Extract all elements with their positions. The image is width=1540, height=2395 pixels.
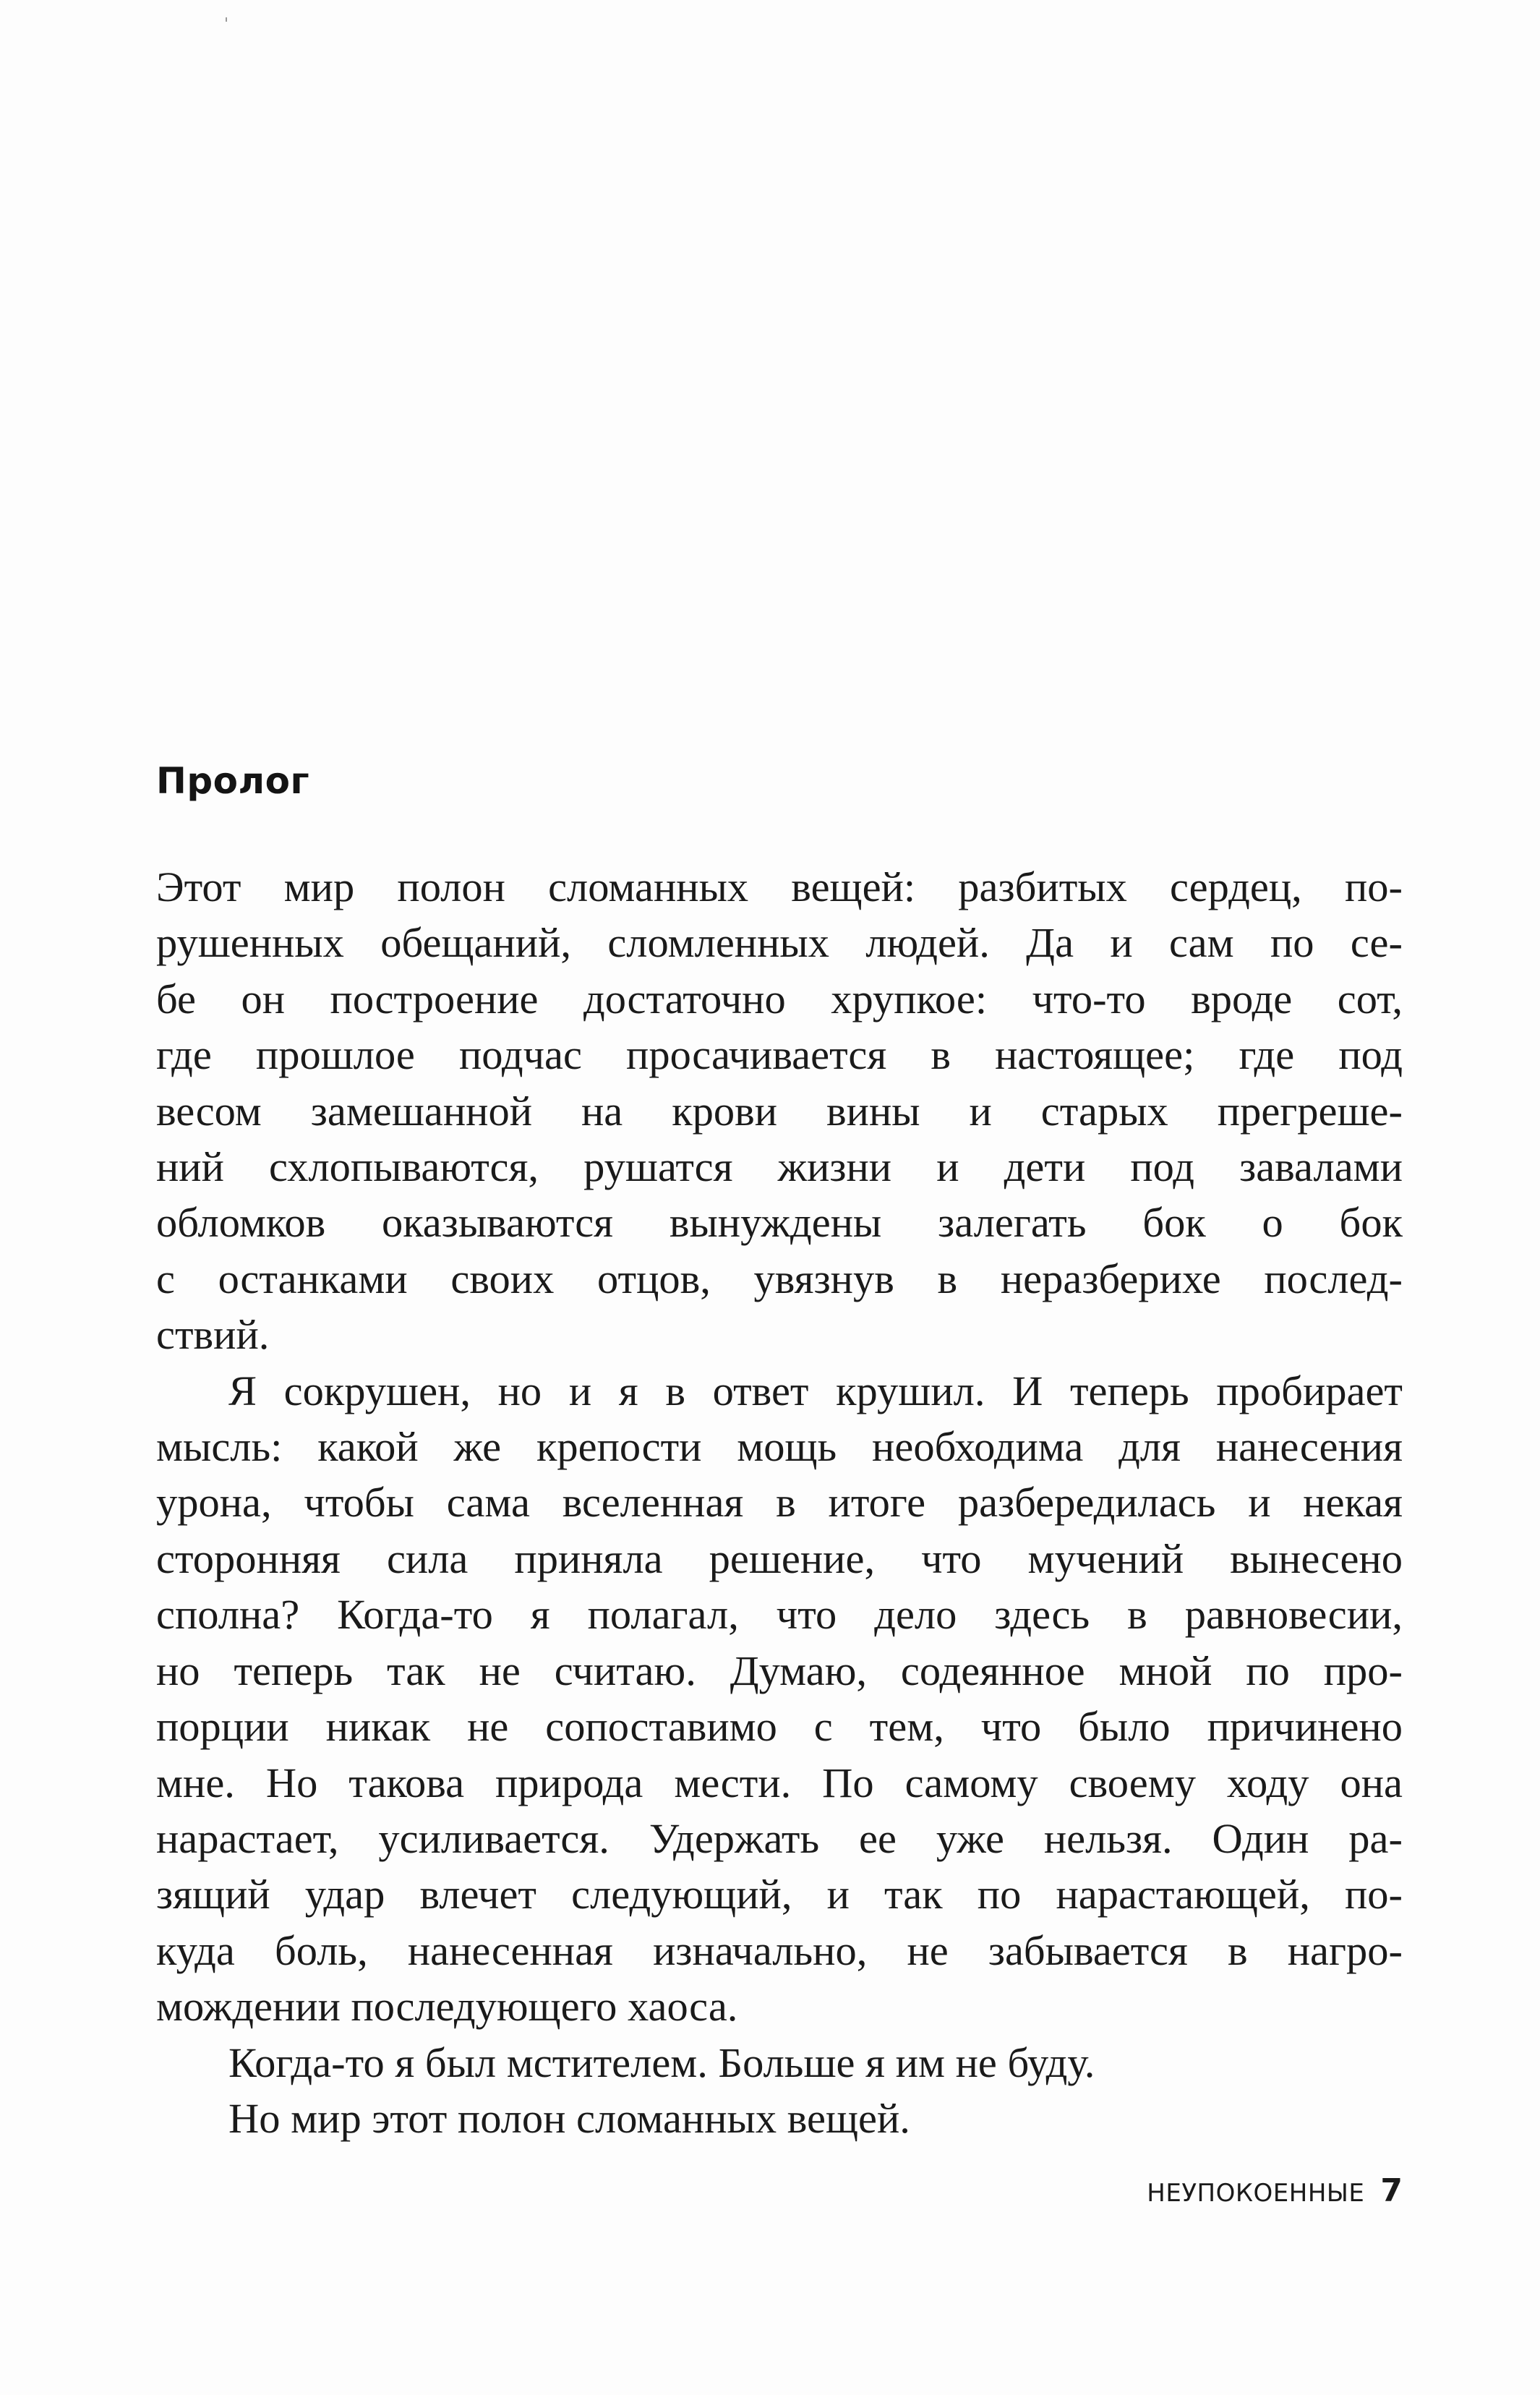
text-line: нарастает, усиливается. Удержать ее уже нельзя. Один ра- — [156, 1814, 1403, 1862]
text-line: с останками своих отцов, увязнув в неразберихе послед- — [156, 1255, 1403, 1302]
text-line: ний схлопываются, рушатся жизни и дети под завалами — [156, 1143, 1403, 1191]
paragraph — [156, 1363, 1403, 2035]
text-line: зящий удар влечет следующий, и так по нарастающей, по- — [156, 1871, 1403, 1918]
body-text — [156, 859, 1403, 2146]
text-line: порции никак не сопоставимо с тем, что было причинено — [156, 1703, 1403, 1751]
scan-speck — [226, 17, 227, 22]
text-line: мождении последующего хаоса. — [156, 1983, 738, 2031]
page-footer — [1147, 2169, 1403, 2219]
text-line: рушенных обещаний, сломленных людей. Да и сам по се- — [156, 919, 1403, 967]
text-line: урона, чтобы сама вселенная в итоге разбередилась и некая — [156, 1479, 1403, 1527]
text-line: Этот мир полон сломанных вещей: разбитых сердец, по- — [156, 863, 1403, 910]
text-line: Когда-то я был мстителем. Больше я им не буду. — [228, 2038, 1095, 2086]
text-line: сполна? Когда-то я полагал, что дело здесь в равновесии, — [156, 1591, 1403, 1639]
text-line: бе он построение достаточно хрупкое: что-то вроде сот, — [156, 975, 1403, 1023]
chapter-title: Пролог — [156, 760, 310, 802]
paragraph — [156, 2035, 1403, 2091]
text-line: сторонняя сила приняла решение, что мучений вынесено — [156, 1534, 1403, 1582]
text-line: Я сокрушен, но и я в ответ крушил. И теперь пробирает — [228, 1367, 1403, 1414]
text-line: обломков оказываются вынуждены залегать бок о бок — [156, 1199, 1403, 1247]
text-line: мне. Но такова природа мести. По самому своему ходу она — [156, 1759, 1403, 1806]
text-line: весом замешанной на крови вины и старых прегреше- — [156, 1087, 1403, 1135]
text-line: куда боль, нанесенная изначально, не забывается в нагро- — [156, 1926, 1403, 1974]
text-line: где прошлое подчас просачивается в настоящее; где под — [156, 1031, 1403, 1079]
text-line: Но мир этот полон сломанных вещей. — [228, 2094, 910, 2142]
text-line: ствий. — [156, 1311, 270, 1359]
text-line: мысль: какой же крепости мощь необходима для нанесения — [156, 1423, 1403, 1471]
page-number: 7 — [1380, 2172, 1403, 2209]
paragraph — [156, 859, 1403, 1363]
paragraph — [156, 2091, 1403, 2146]
running-head: НЕУПОКОЕННЫЕ — [1147, 2179, 1365, 2208]
text-line: но теперь так не считаю. Думаю, содеянное мной по про- — [156, 1647, 1403, 1694]
